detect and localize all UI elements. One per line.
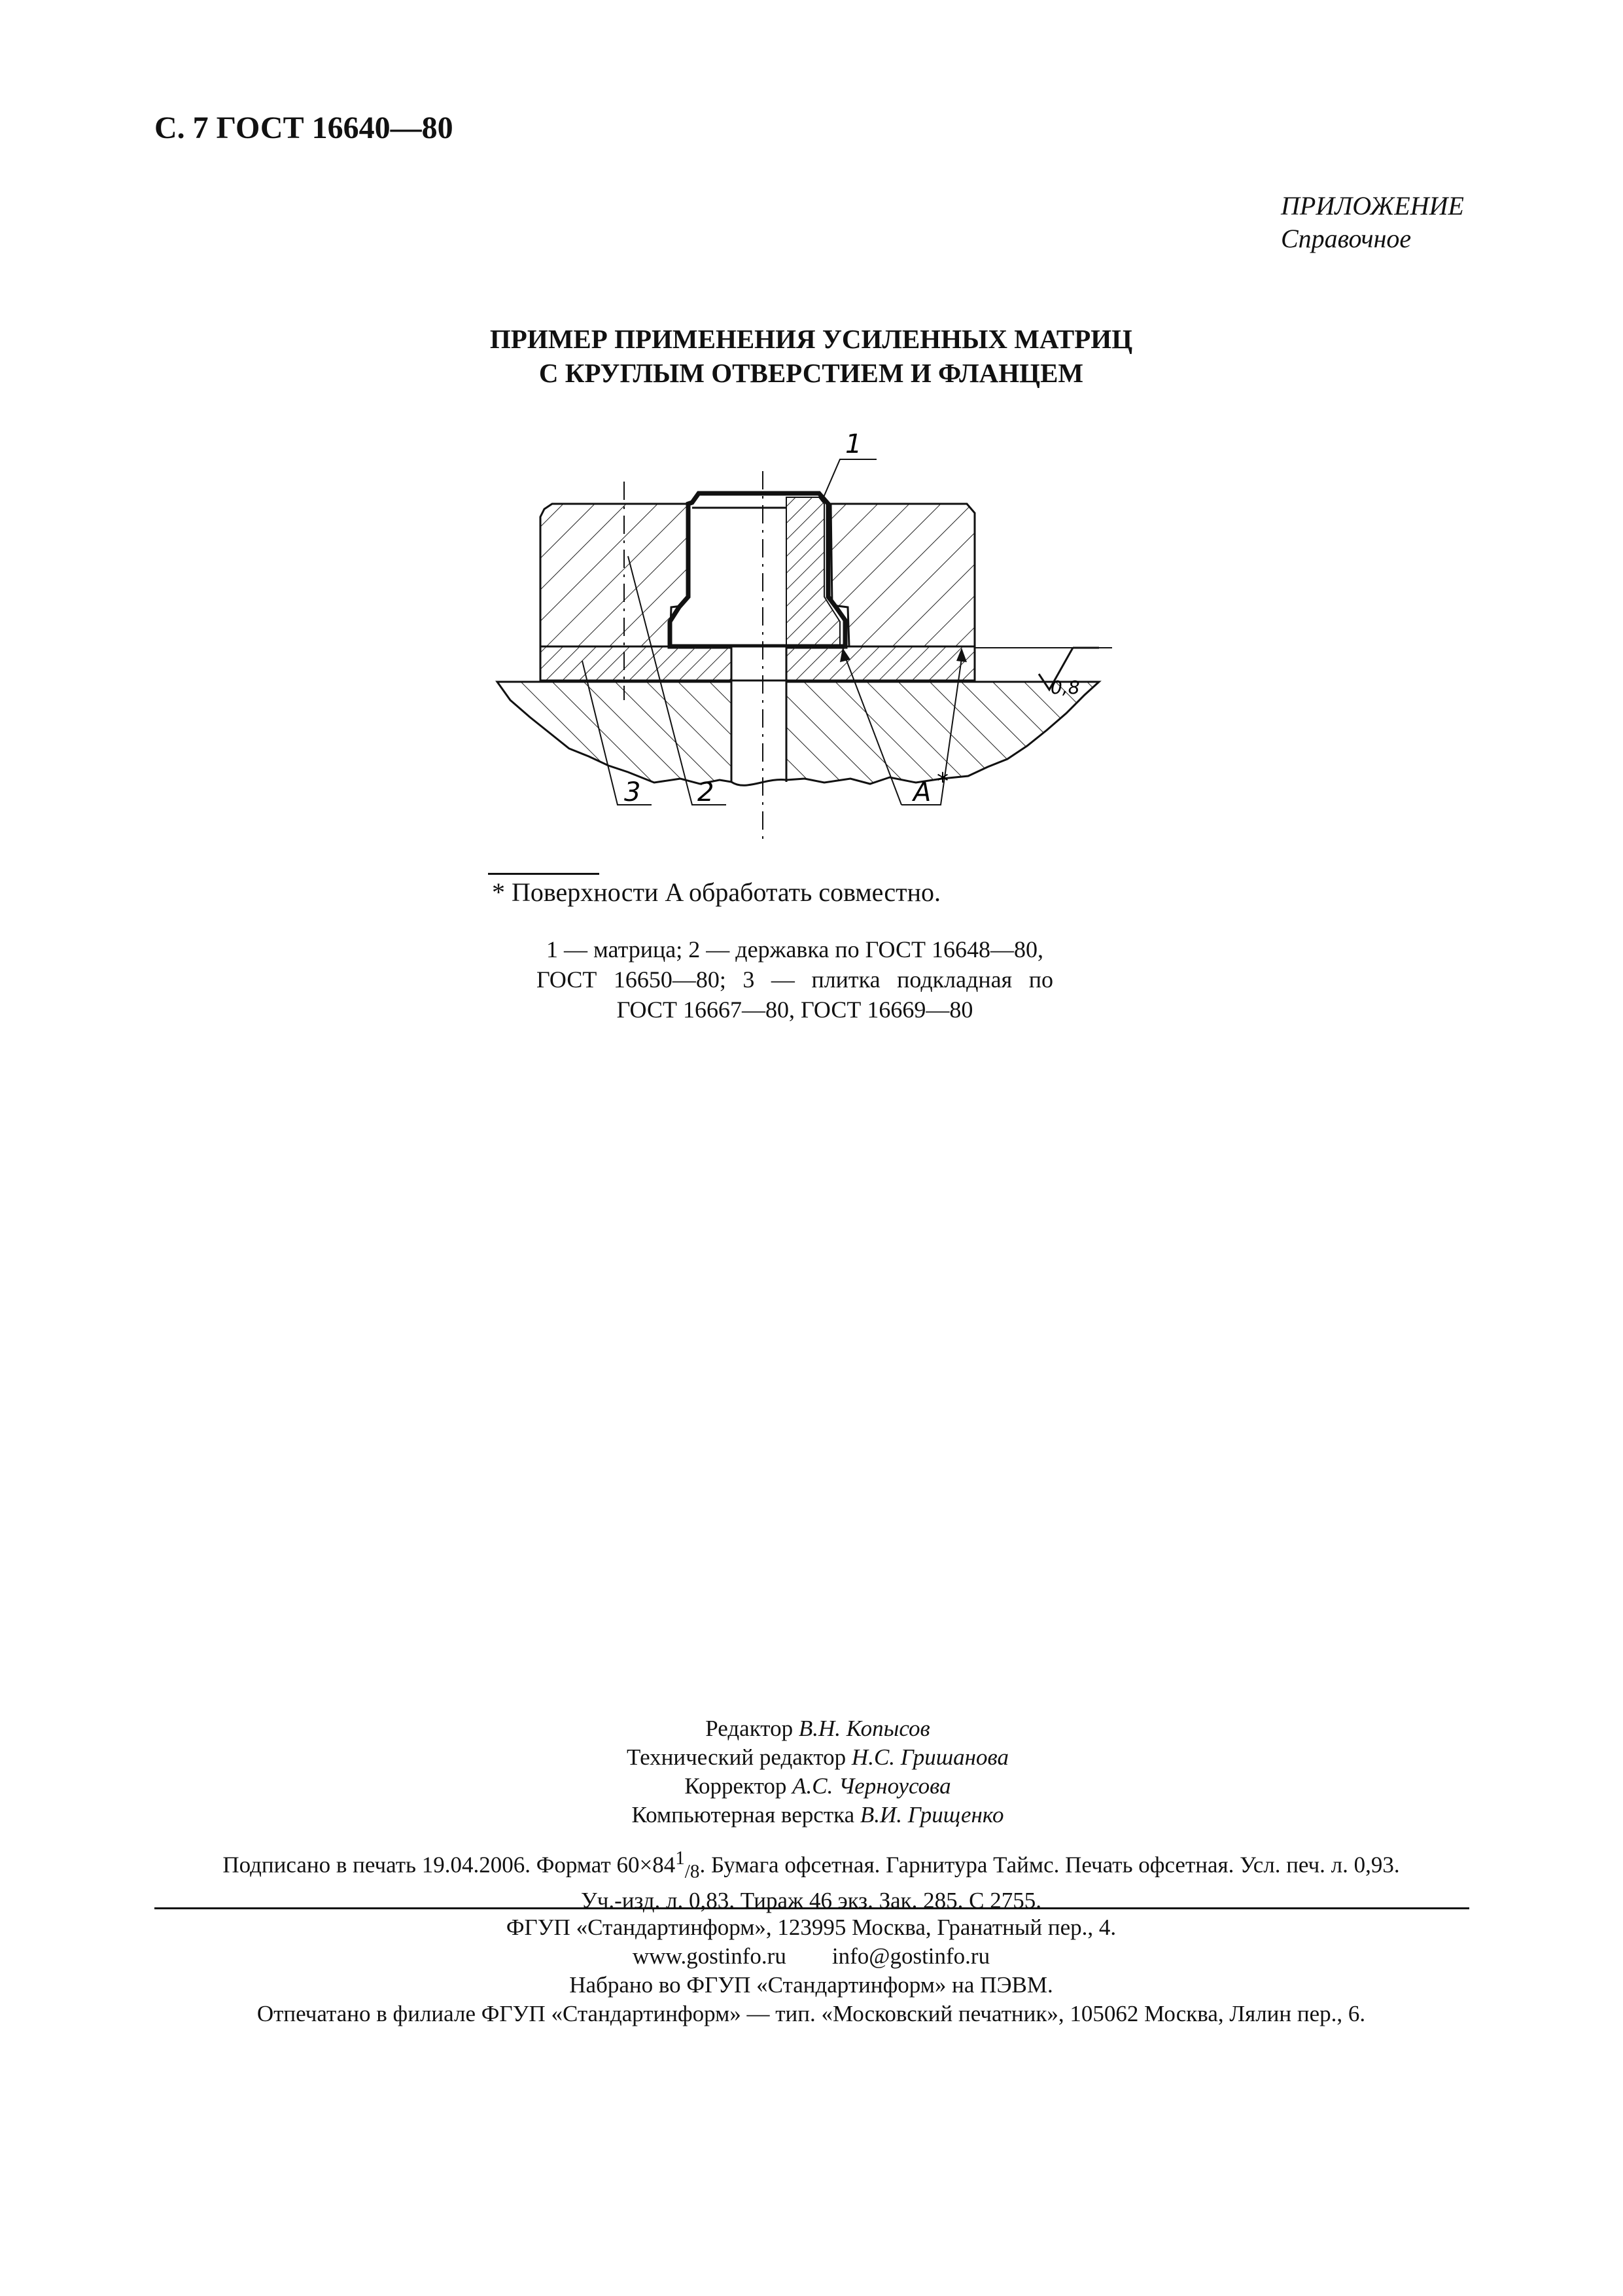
appendix-label: ПРИЛОЖЕНИЕ bbox=[1281, 191, 1464, 221]
page-header: С. 7 ГОСТ 16640—80 bbox=[154, 111, 453, 145]
imprint-line-1: Подписано в печать 19.04.2006. Формат $60\times 84^1_{/8}$. Бумага офсетная. Гарнитура Таймс. Печать офсетная. Усл. печ. л. 0,93. bbox=[222, 1848, 1400, 1882]
base-plate-right bbox=[786, 646, 975, 680]
legend-line-3: ГОСТ 16667—80, ГОСТ 16669—80 bbox=[616, 997, 973, 1023]
leader-1 bbox=[823, 459, 877, 499]
base-plate-left bbox=[540, 646, 731, 680]
website-link[interactable]: www.gostinfo.ru bbox=[632, 1943, 786, 1969]
document-title bbox=[327, 322, 1295, 390]
callout-2: 2 bbox=[697, 777, 714, 807]
credit-tech-editor: Технический редактор Н.С. Гришанова bbox=[627, 1744, 1009, 1770]
bore-break-line bbox=[731, 780, 786, 786]
publisher-line-1: ФГУП «Стандартинформ», 123995 Москва, Гранатный пер., 4. bbox=[506, 1915, 1117, 1940]
technical-drawing bbox=[484, 425, 1112, 844]
footnote: * Поверхности A обработать совместно. bbox=[492, 877, 941, 907]
credit-editor: Редактор В.Н. Копысов bbox=[705, 1716, 930, 1741]
print-imprint bbox=[157, 1844, 1465, 1915]
legend-line-2: ГОСТ 16650—80; 3 — плитка подкладная по bbox=[536, 966, 1053, 993]
figure-legend bbox=[536, 934, 1053, 1025]
callout-1: 1 bbox=[845, 429, 862, 459]
email-link[interactable]: info@gostinfo.ru bbox=[831, 1943, 990, 1969]
imprint-divider bbox=[154, 1907, 1469, 1909]
publisher-line-4: Отпечатано в филиале ФГУП «Стандартинформ» — тип. «Московский печатник», 105062 Москва, Лялин пер., 6. bbox=[256, 2001, 1366, 2026]
lower-body-left bbox=[497, 682, 731, 784]
title-line-1: ПРИМЕР ПРИМЕНЕНИЯ УСИЛЕННЫХ МАТРИЦ bbox=[489, 324, 1133, 354]
appendix-kind: Справочное bbox=[1281, 224, 1412, 253]
publisher-info bbox=[157, 1913, 1465, 2028]
credit-corrector: Корректор А.С. Черноусова bbox=[684, 1773, 951, 1799]
holder-left-section bbox=[540, 504, 687, 646]
roughness-value: 0,8 bbox=[1051, 677, 1080, 698]
publisher-line-3: Набрано во ФГУП «Стандартинформ» на ПЭВМ. bbox=[569, 1972, 1053, 1998]
holder-right-section bbox=[831, 504, 975, 646]
appendix-block bbox=[1281, 190, 1477, 255]
base-plate-bore bbox=[731, 646, 786, 680]
callout-3: 3 bbox=[624, 777, 641, 807]
callout-asterisk: * bbox=[937, 768, 949, 795]
title-line-2: С КРУГЛЫМ ОТВЕРСТИЕМ И ФЛАНЦЕМ bbox=[538, 358, 1084, 388]
editorial-credits bbox=[484, 1714, 1151, 1829]
publisher-contacts bbox=[157, 1942, 1465, 1971]
callout-a: A bbox=[913, 777, 932, 807]
imprint-line-2: Уч.-изд. л. 0,83. Тираж 46 экз. Зак. 285. С 2755. bbox=[581, 1887, 1041, 1913]
footnote-rule bbox=[488, 873, 599, 875]
legend-line-1: 1 — матрица; 2 — державка по ГОСТ 16648—80, bbox=[546, 936, 1043, 963]
credit-layout: Компьютерная верстка В.И. Грищенко bbox=[631, 1802, 1004, 1828]
